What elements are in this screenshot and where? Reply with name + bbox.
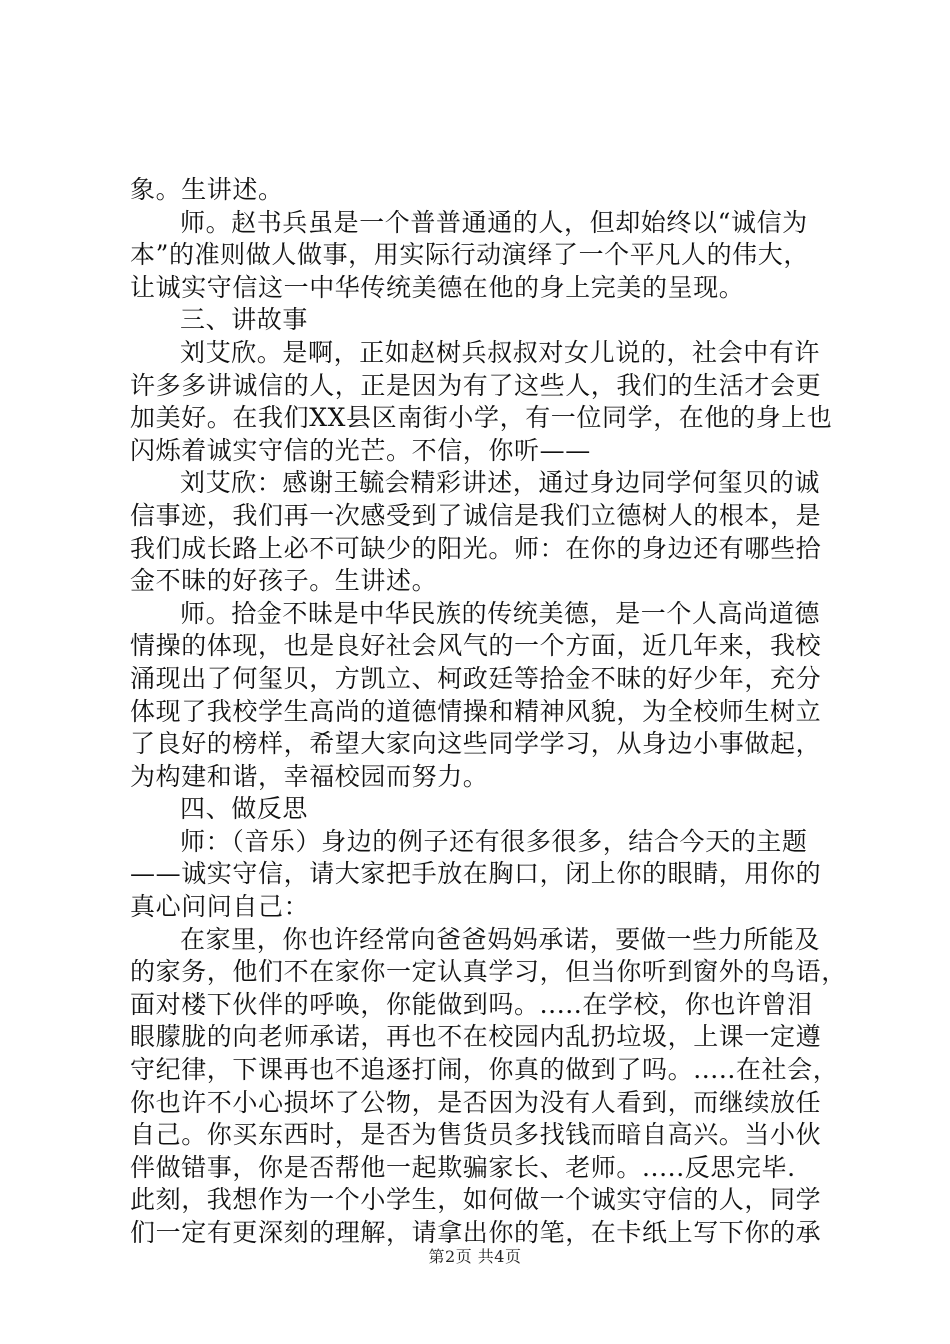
text-line: 自己。你买东西时，是否为售货员多找钱而暗自高兴。当小伙: [130, 1120, 822, 1150]
text-line: 四、做反思: [180, 794, 309, 824]
text-line: 守纪律，下课再也不追逐打闹，你真的做到了吗。.....在社会，: [130, 1055, 839, 1085]
text-line: 你也许不小心损坏了公物，是否因为没有人看到，而继续放任: [130, 1087, 822, 1117]
text-line: 情操的体现，也是良好社会风气的一个方面，近几年来，我校: [130, 631, 822, 661]
text-line: 让诚实守信这一中华传统美德在他的身上完美的呈现。: [130, 272, 745, 302]
text-line: 面对楼下伙伴的呼唤，你能做到吗。.....在学校，你也许曾泪: [130, 989, 813, 1019]
text-line: 伴做错事，你是否帮他一起欺骗家长、老师。.....反思完毕.: [130, 1152, 796, 1182]
text-line: 三、讲故事: [180, 305, 309, 335]
text-line: 本”的准则做人做事，用实际行动演绎了一个平凡人的伟大，: [130, 240, 809, 270]
text-line: ——诚实守信，请大家把手放在胸口，闭上你的眼睛，用你的: [130, 859, 822, 889]
text-line: 们一定有更深刻的理解，请拿出你的笔，在卡纸上写下你的承: [130, 1218, 822, 1247]
text-line: 信事迹，我们再一次感受到了诚信是我们立德树人的根本，是: [130, 500, 822, 530]
text-line: 在家里，你也许经常向爸爸妈妈承诺，要做一些力所能及: [180, 924, 821, 954]
text-line: 我们成长路上必不可缺少的阳光。师：在你的身边还有哪些拾: [130, 533, 822, 563]
text-line: 刘艾欣。是啊，正如赵树兵叔叔对女儿说的，社会中有许: [180, 337, 821, 367]
text-line: 刘艾欣：感谢王毓会精彩讲述，通过身边同学何玺贝的诚: [180, 468, 821, 498]
document-body: [130, 174, 847, 1250]
text-line: 师：（音乐）身边的例子还有很多很多，结合今天的主题: [180, 826, 808, 856]
text-line: 加美好。在我们XX县区南街小学，有一位同学，在他的身上也: [130, 403, 833, 433]
text-line: 此刻，我想作为一个小学生，如何做一个诚实守信的人，同学: [130, 1185, 822, 1215]
text-line: 体现了我校学生高尚的道德情操和精神风貌，为全校师生树立: [130, 696, 822, 726]
text-line: 闪烁着诚实守信的光芒。不信，你听——: [130, 435, 591, 465]
text-line: 为构建和谐，幸福校园而努力。: [130, 761, 489, 791]
text-line: 真心问问自己：: [130, 892, 310, 922]
text-line: 的家务，他们不在家你一定认真学习，但当你听到窗外的鸟语，: [130, 957, 847, 987]
page-footer: 第2页 共4页: [428, 1247, 522, 1266]
text-line: 眼朦胧的向老师承诺，再也不在校园内乱扔垃圾，上课一定遵: [130, 1022, 822, 1052]
text-line: 师。拾金不昧是中华民族的传统美德，是一个人高尚道德: [180, 598, 821, 628]
text-line: 了良好的榜样，希望大家向这些同学学习，从身边小事做起，: [130, 729, 822, 759]
text-line: 涌现出了何玺贝，方凯立、柯政廷等拾金不昧的好少年，充分: [130, 663, 822, 693]
text-line: 师。赵书兵虽是一个普普通通的人，但却始终以“诚信为: [180, 207, 808, 237]
text-line: 许多多讲诚信的人，正是因为有了这些人，我们的生活才会更: [130, 370, 822, 400]
text-line: 象。生讲述。: [130, 175, 284, 204]
text-line: 金不昧的好孩子。生讲述。: [130, 566, 438, 596]
